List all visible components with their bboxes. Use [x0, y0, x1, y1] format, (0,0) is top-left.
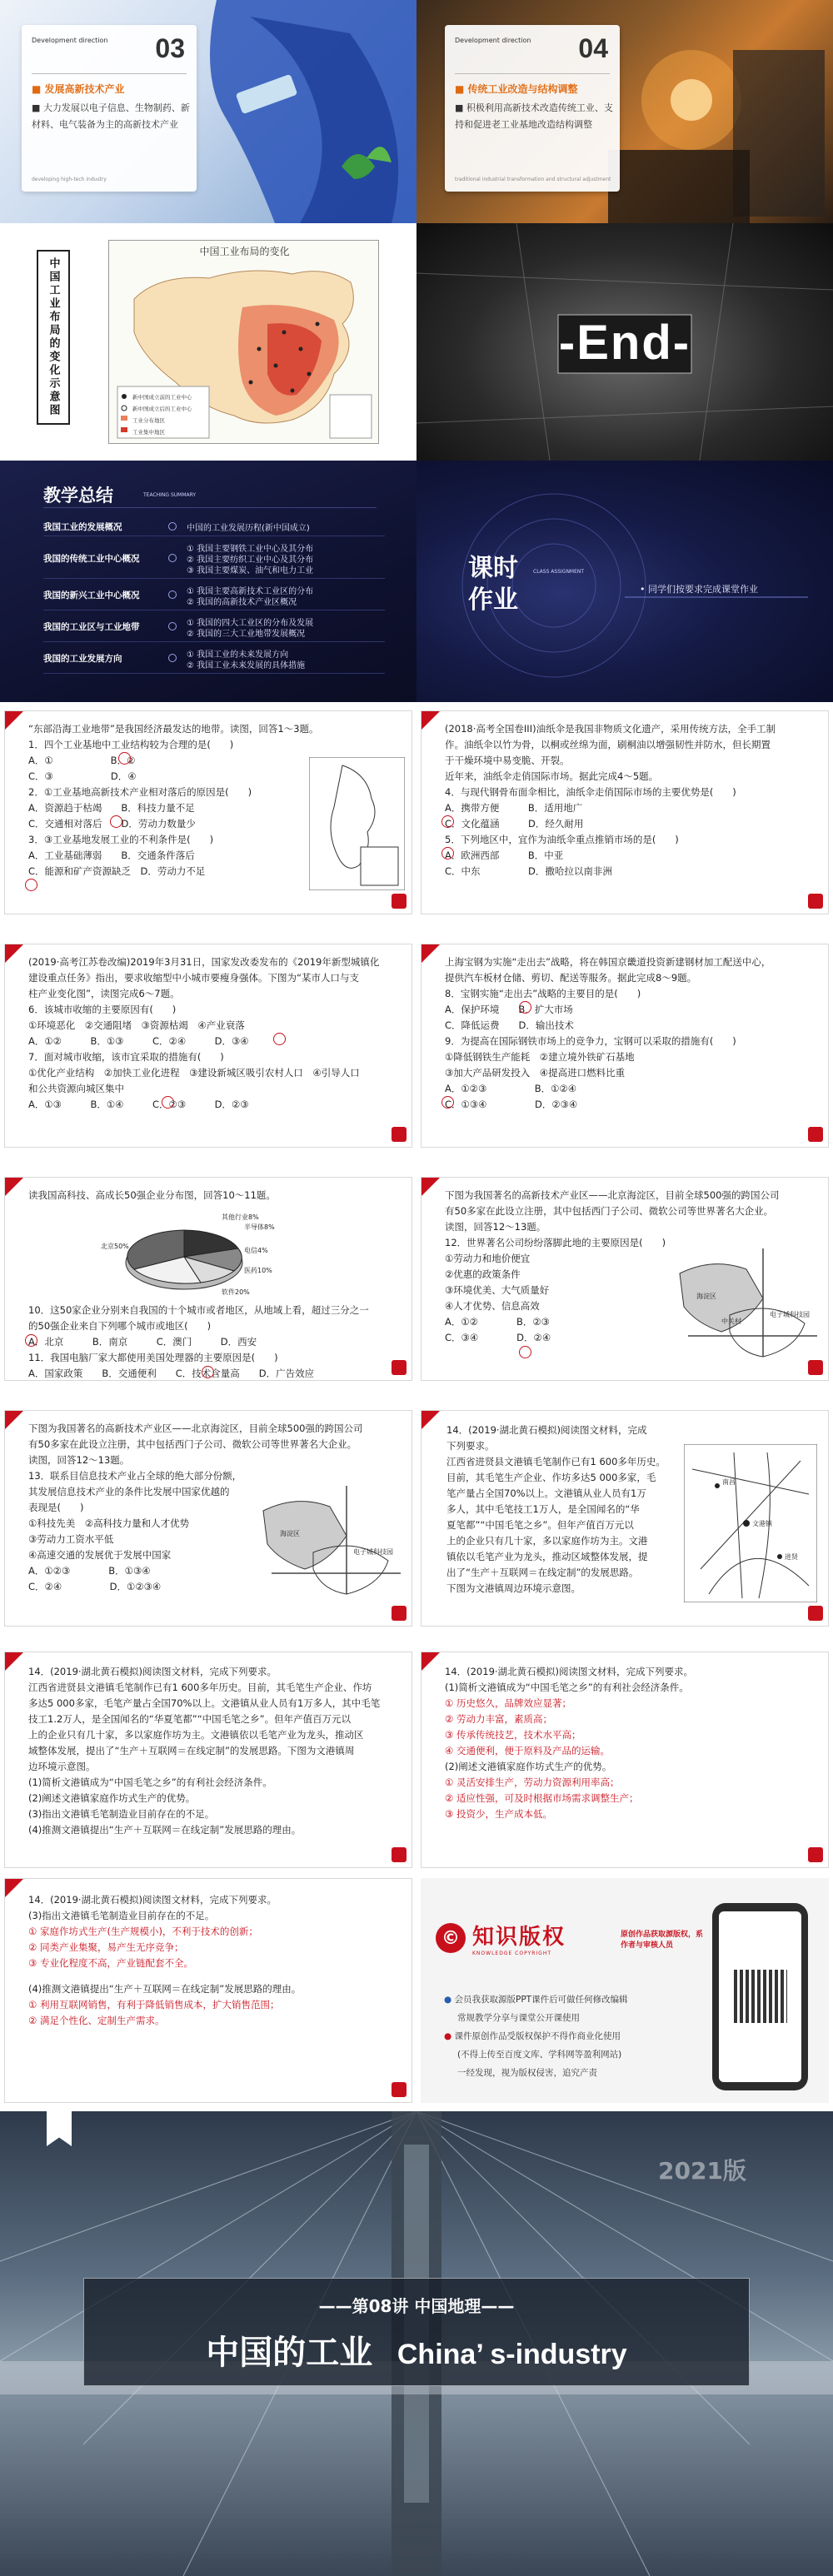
homework-title-2: 作业: [468, 585, 518, 615]
slide-teaching-summary: [0, 461, 416, 702]
question-line: ①优化产业结构 ②加快工业化进程 ③建设新城区吸引农村人口 ④引导人口: [28, 1067, 360, 1079]
card-footer: developing high-tech industry: [32, 177, 107, 182]
ppt-stamp-icon: [392, 1127, 407, 1142]
question-line: C．能源和矿产资源缺乏 D．劳动力不足: [28, 865, 206, 877]
question-line: 6．该城市收缩的主要原因有( ): [28, 1004, 177, 1015]
question-line: 上的企业只有几十家，多以家庭作坊为主。文港: [446, 1535, 648, 1547]
answer-mark: [202, 1366, 214, 1378]
wengang-map: [684, 1444, 817, 1602]
question-line: C．降低运费 D．输出技术: [445, 1019, 574, 1031]
question-line: 9．为提高在国际钢铁市场上的竞争力，宝钢可以采取的措施有( ): [445, 1035, 736, 1047]
summary-row-item: ② 我国主要纺织工业中心及其分布: [187, 556, 314, 565]
title-cn: 中国的工业: [206, 2334, 373, 2372]
question-line: 14．(2019·湖北黄石模拟)阅读图文材料，完成下列要求。: [28, 1666, 277, 1677]
industry-pie-chart: [101, 1211, 309, 1303]
question-text: [446, 1423, 666, 1597]
summary-row-icon: [168, 590, 177, 599]
question-line: 下图为我国著名的高新技术产业区——北京海淀区，目前全球500强的跨国公司: [28, 1423, 363, 1434]
legend-marker: [121, 427, 127, 432]
summary-row-icon: [168, 522, 177, 531]
copyright-item-text: (不得上传至百度文库、学科网等盈利网站): [457, 2050, 622, 2060]
homework-item: • 同学们按要求完成课堂作业: [640, 584, 758, 595]
map-label: 中关村: [721, 1318, 741, 1325]
divider: [43, 507, 377, 508]
summary-row-label: 我国工业的发展概况: [43, 521, 122, 532]
question-line: A．国家政策 B．交通便利 C．技术含量高 D．广告效应: [28, 1368, 315, 1379]
map-label: 电子城科技园: [770, 1311, 810, 1318]
haidian-map: [255, 1477, 405, 1602]
answer-mark: [441, 1096, 454, 1109]
legend-item: 新中国成立前的工业中心: [132, 394, 192, 401]
card-body-text: 大力发展以电子信息、生物制药、新材料、电气装备为主的高新技术产业: [32, 102, 190, 130]
card-title: ■ 发展高新技术产业: [32, 83, 125, 95]
summary-row-label: 我国的工业区与工业地带: [43, 622, 140, 632]
map-title: 中国工业布局的变化: [199, 246, 290, 257]
question-line: 作。油纸伞以竹为骨，以桐或丝绵为面，刷桐油以增强韧性并防水，但长期置: [445, 739, 771, 750]
question-line: 读图，回答12～13题。: [28, 1454, 130, 1466]
corner-flag: [5, 1879, 23, 1897]
corner-flag: [5, 711, 23, 730]
lecture-label: ——第08讲 中国地理——: [318, 2296, 515, 2316]
summary-row-icon: [168, 554, 177, 562]
question-line: 8．宝钢实施“走出去”战略的主要目的是( ): [445, 988, 641, 999]
summary-row-item: ① 我国工业的未来发展方向: [187, 650, 289, 660]
east-coast-map: [309, 757, 405, 890]
homework-item-text: 同学们按要求完成课堂作业: [648, 584, 758, 595]
ppt-stamp-icon: [808, 894, 823, 909]
summary-subtitle: TEACHING SUMMARY: [143, 492, 197, 498]
question-line: ④高速交通的发展优于发展中国家: [28, 1549, 172, 1561]
copyright-item: [444, 2027, 628, 2045]
answer-mark: [25, 1334, 37, 1347]
legend-marker: [121, 416, 127, 421]
slide-industry-map: [0, 223, 416, 461]
card-number: 04: [578, 33, 608, 63]
summary-row-label: 我国的工业发展方向: [43, 654, 122, 664]
question-text: [28, 1188, 276, 1203]
question-line: 读我国高科技、高成长50强企业分布图，回答10～11题。: [28, 1189, 276, 1201]
title-en: China’ s-industry: [397, 2339, 627, 2370]
question-line: 有50多家在此设立注册，其中包括西门子公司、微软公司等世界著名大企业。: [445, 1205, 774, 1217]
ppt-stamp-icon: [392, 1847, 407, 1862]
question-line: 有50多家在此设立注册，其中包括西门子公司、微软公司等世界著名大企业。: [28, 1438, 357, 1450]
question-line: (2019·高考江苏卷改编)2019年3月31日，国家发改委发布的《2019年新型城镇化: [28, 956, 380, 968]
answer-mark: [519, 1001, 531, 1014]
answer-line: ① 灵活安排生产，劳动力资源利用率高；: [445, 1776, 620, 1788]
answer-card-3-4: [4, 1878, 412, 2103]
question-line: ①降低钢铁生产能耗 ②建立境外铁矿石基地: [445, 1051, 635, 1063]
copyright-item: [444, 2009, 628, 2027]
question-line: (1)简析文港镇成为“中国毛笔之乡”的有利社会经济条件。: [28, 1776, 272, 1788]
question-line: 提供汽车板材仓储、剪切、配送等服务。据此完成8～9题。: [445, 972, 697, 984]
question-card-8-9: [421, 944, 829, 1148]
summary-row-item: ① 我国的四大工业区的分布及发展: [187, 619, 314, 628]
corner-flag: [5, 944, 23, 963]
question-line: 下列要求。: [446, 1440, 495, 1452]
question-card-6-7: [4, 944, 412, 1148]
card-body: ■ 积极利用高新技术改造传统工业、支持和促进老工业基地改造结构调整: [455, 102, 613, 130]
card-body: ■ 大力发展以电子信息、生物制药、新材料、电气装备为主的高新技术产业: [32, 102, 190, 130]
question-card-12: [421, 1177, 829, 1381]
question-text: [445, 1664, 693, 1822]
question-line: 表现是( ): [28, 1502, 84, 1513]
question-line: 和公共资源向城区集中: [28, 1083, 124, 1094]
answer-mark: [519, 1346, 531, 1358]
corner-flag: [421, 1411, 440, 1429]
question-line: 目前，其毛笔生产企业、作坊多达5 000多家，毛: [446, 1472, 656, 1483]
pie-label: 北京50%: [101, 1243, 129, 1250]
side-title: 中国工业布局的变化示意图: [47, 257, 60, 417]
ppt-stamp-icon: [392, 1606, 407, 1621]
copyright-slide: [421, 1878, 829, 2103]
copyright-item-text: 常规教学分享与课堂公开课使用: [457, 2013, 580, 2023]
question-line: 1．四个工业基地中工业结构较为合理的是( ): [28, 739, 234, 750]
question-line: A．北京 B．南京 C．澳门 D．西安: [28, 1336, 257, 1348]
question-line: ②优惠的政策条件: [445, 1268, 521, 1280]
question-text: [28, 1303, 369, 1381]
card-footer: traditional industrial transformation and structural adjustment: [455, 177, 611, 182]
spacer: [28, 1971, 301, 1981]
question-line: 笔产量占全国70%以上。文港镇从业人员有1万: [446, 1487, 646, 1499]
answer-mark: [441, 815, 454, 828]
answer-line: ① 利用互联网销售，有利于降低销售成本，扩大销售范围；: [28, 1999, 280, 2010]
corner-flag: [421, 1652, 440, 1671]
question-card-14-intro: [421, 1410, 829, 1627]
question-card-14-full: [4, 1652, 412, 1868]
answer-line: ③ 投资少，生产成本低。: [445, 1808, 552, 1820]
card-small-label: Development direction: [455, 37, 531, 44]
question-line: C．①③④ D．②③④: [445, 1099, 578, 1110]
question-line: A．保护环境 B．扩大市场: [445, 1004, 573, 1015]
answer-line: ① 家庭作坊式生产(生产规模小)，不利于技术的创新；: [28, 1926, 258, 1937]
question-line: 技工1.2万人，是全国闻名的“华夏笔都”“中国毛笔之乡”。但年产值百万元以: [28, 1713, 352, 1725]
map-label: 进贤: [785, 1553, 798, 1561]
summary-title: 教学总结: [43, 486, 113, 506]
question-line: 读图，回答12～13题。: [445, 1221, 546, 1233]
question-line: 11．我国电脑厂家大都使用美国处理器的主要原因是( ): [28, 1352, 278, 1363]
question-line: 3．③工业基地发展工业的不利条件是( ): [28, 834, 214, 845]
copyright-item-text: 会员我获取源版PPT课件后可做任何修改编辑: [454, 1995, 628, 2005]
side-red-note: 原创作品获取源版权，系作者与审核人员: [621, 1931, 704, 1950]
question-card-1-3: [4, 710, 412, 914]
question-line: 10．这50家企业分别来自我国的十个城市或者地区，从地域上看，超过三分之一: [28, 1304, 369, 1316]
corner-flag: [5, 1411, 23, 1429]
copyright-list: [444, 1991, 628, 2082]
card-number: 03: [155, 33, 185, 63]
answer-line: ④ 交通便利，便于原料及产品的运输。: [445, 1745, 610, 1756]
question-line: 13．联系目信息技术产业占全球的绝大部分份额，: [28, 1470, 242, 1482]
question-line: 4．与现代钢骨布面伞相比，油纸伞走俏国际市场的主要优势是( ): [445, 786, 736, 798]
corner-flag: [421, 711, 440, 730]
cover-title: [0, 2326, 833, 2374]
question-line: C．③ D．④: [28, 770, 137, 782]
copyright-item: [444, 2064, 628, 2082]
question-line: (2)阐述文港镇家庭作坊式生产的优势。: [445, 1761, 612, 1772]
legend-marker: [122, 394, 127, 399]
question-line: 上的企业只有几十家，多以家庭作坊为主。文港镇依以毛笔产业为龙头，推动区: [28, 1729, 364, 1741]
question-line: 其发展信息技术产业的条件比发展中国家优越的: [28, 1486, 230, 1497]
question-line: ③劳动力工资水平低: [28, 1533, 114, 1545]
question-line: A．欧洲西部 B．中亚: [445, 850, 564, 861]
legend-item: 工业分布地区: [132, 417, 165, 424]
homework-title-1: 课时: [468, 554, 518, 583]
question-line: ①环境恶化 ②交通阻堵 ③资源枯竭 ④产业衰落: [28, 1019, 245, 1031]
corner-flag: [5, 1178, 23, 1196]
question-text: [28, 954, 379, 1113]
question-line: (3)指出文港镇毛笔制造业目前存在的不足。: [28, 1808, 215, 1820]
question-line: 出了“生产＋互联网＝在线定制”的发展思路。: [446, 1567, 639, 1578]
answer-line: ③ 专业化程度不高，产业链配套不全。: [28, 1957, 193, 1969]
pie-label: 软件20%: [222, 1288, 250, 1296]
card-small-label: Development direction: [32, 37, 108, 44]
answer-line: ② 同类产业集聚，易产生无序竞争；: [28, 1941, 184, 1953]
copyright-logo: [436, 1920, 566, 1956]
question-line: 域整体发展，提出了“生产＋互联网＝在线定制”的发展思路。下图为文港镇周: [28, 1745, 355, 1756]
copyright-item: [444, 2045, 628, 2064]
summary-row: [43, 536, 385, 579]
question-line: ③环境优美、大气质量好: [445, 1284, 550, 1296]
question-line: 多达5 000多家，毛笔产量占全国70%以上。文港镇从业人员有1万多人，其中毛笔: [28, 1697, 381, 1709]
summary-row-label: 我国的新兴工业中心概况: [43, 590, 140, 600]
question-line: 2．①工业基地高新技术产业相对落后的原因是( ): [28, 786, 252, 798]
china-map: [108, 240, 379, 444]
question-line: A．①②③ B．①③④: [28, 1565, 151, 1577]
map-label: 海淀区: [696, 1293, 716, 1300]
slide-end: [416, 223, 833, 461]
edition-year: 2021版: [658, 2157, 746, 2185]
answer-mark: [441, 847, 454, 859]
question-line: 下图为文港镇周边环境示意图。: [446, 1582, 581, 1594]
copyright-item: [444, 1991, 628, 2009]
answer-mark: [25, 879, 37, 891]
user-icon: ●: [444, 1995, 452, 2005]
question-line: 边环境示意图。: [28, 1761, 96, 1772]
pie-label: 医药10%: [244, 1267, 272, 1274]
question-line: 镇依以毛笔产业为龙头，推动区域整体发展，提: [446, 1551, 648, 1562]
question-line: 14．(2019·湖北黄石模拟)阅读图文材料，完成下列要求。: [445, 1666, 694, 1677]
question-line: C．文化蕴涵 D．经久耐用: [445, 818, 584, 830]
question-line: 下图为我国著名的高新技术产业区——北京海淀区，目前全球500强的跨国公司: [445, 1189, 780, 1201]
question-line: C．③④ D．②④: [445, 1332, 551, 1343]
question-line: 多人，其中毛笔技工1万人，是全国闻名的“华: [446, 1503, 640, 1515]
summary-row: [43, 642, 385, 674]
question-line: A．①②③ B．①②④: [445, 1083, 577, 1094]
answer-mark: [162, 1096, 174, 1109]
shield-icon: ●: [444, 2031, 452, 2041]
summary-row-icon: [168, 622, 177, 630]
qr-code-icon: [734, 1970, 787, 2023]
cover-slide: [0, 2111, 833, 2576]
haidian-map: [671, 1240, 821, 1365]
question-card-10-11: [4, 1177, 412, 1381]
pie-label: 半导体8%: [244, 1223, 275, 1231]
summary-row-item: 中国的工业发展历程(新中国成立): [187, 524, 310, 533]
map-label: 电子城科技园: [353, 1548, 393, 1556]
answer-mark: [110, 815, 122, 828]
summary-row-item: ② 我国的高新技术产业区概况: [187, 598, 297, 607]
pie-label: 电信4%: [244, 1247, 268, 1254]
logo-text: 知识版权: [472, 1925, 566, 1950]
question-line: A．工业基础薄弱 B．交通条件落后: [28, 850, 195, 861]
summary-row-item: ② 我国工业未来发展的具体措施: [187, 661, 306, 670]
question-line: A．携带方便 B．适用地广: [445, 802, 583, 814]
answer-line: ② 适应性强，可及时根据市场需求调整生产；: [445, 1792, 639, 1804]
question-line: 夏笔都”“中国毛笔之乡”。但年产值百万元以: [446, 1519, 634, 1531]
map-label: 南昌: [722, 1478, 736, 1486]
info-card: [22, 25, 197, 192]
question-line: 5．下列地区中，宜作为油纸伞重点推销市场的是( ): [445, 834, 679, 845]
question-line: A．①② B．②③: [445, 1316, 550, 1328]
ppt-stamp-icon: [808, 1606, 823, 1621]
summary-row-item: ① 我国主要钢铁工业中心及其分布: [187, 545, 314, 554]
question-line: (2018·高考全国卷III)油纸伞是我国非物质文化遗产，采用传统方法，全手工制: [445, 723, 776, 735]
question-line: A．①③ B．①④ C．②③ D．②③: [28, 1099, 249, 1110]
question-line: ①科技先美 ②高科技力量和人才优势: [28, 1517, 190, 1529]
summary-row-item: ① 我国主要高新技术工业区的分布: [187, 587, 314, 596]
question-line: 7．面对城市收缩，该市宜采取的措施有( ): [28, 1051, 224, 1063]
legend-item: 工业集中地区: [132, 429, 165, 436]
slide-development-04: [416, 0, 833, 223]
summary-row-item: ② 我国的三大工业地带发展概况: [187, 630, 306, 639]
question-text: [28, 1892, 301, 2029]
answer-mark: [273, 1033, 286, 1045]
answer-line: ③ 传承传统技艺，技术水平高；: [445, 1729, 581, 1741]
corner-flag: [421, 1178, 440, 1196]
side-title-box: [37, 250, 70, 425]
copyright-c-icon: ©: [436, 1923, 466, 1953]
question-line: 建设重点任务》指出，要求收缩型中小城市要瘦身强体。下图为“某市人口与支: [28, 972, 359, 984]
ppt-stamp-icon: [392, 2082, 407, 2097]
card-title: ■ 传统工业改造与结构调整: [455, 83, 578, 95]
question-line: 近年来，油纸伞走俏国际市场。据此完成4～5题。: [445, 770, 659, 782]
ppt-stamp-icon: [808, 1127, 823, 1142]
question-line: 14．(2019·湖北黄石模拟)阅读图文材料，完成: [446, 1424, 647, 1436]
legend-item: 新中国成立后的工业中心: [132, 406, 192, 412]
map-label: 文港镇: [752, 1520, 772, 1527]
answer-card-1-2: [421, 1652, 829, 1868]
ppt-stamp-icon: [392, 1360, 407, 1375]
ppt-stamp-icon: [808, 1360, 823, 1375]
phone-mockup: [712, 1903, 808, 2090]
question-line: (1)简析文港镇成为“中国毛笔之乡”的有利社会经济条件。: [445, 1682, 689, 1693]
copyright-item-text: 课件原创作品受版权保护不得作商业化使用: [454, 2031, 621, 2041]
summary-row-icon: [168, 654, 177, 662]
question-line: 柱产业变化图”，读图完成6～7题。: [28, 988, 180, 999]
card-divider: [32, 73, 187, 74]
pie-label: 其他行业8%: [222, 1213, 259, 1221]
summary-row-label: 我国的传统工业中心概况: [43, 553, 140, 564]
question-text: [28, 1664, 380, 1838]
slide-class-assignment: [416, 461, 833, 702]
question-card-13: [4, 1410, 412, 1627]
question-line: (4)推测文港镇提出“生产＋互联网＝在线定制”发展思路的理由。: [28, 1983, 302, 1995]
map-legend: [132, 391, 192, 438]
card-body-text: 积极利用高新技术改造传统工业、支持和促进老工业基地改造结构调整: [455, 102, 613, 130]
question-line: 上海宝钢为实施“走出去”战略，将在韩国京畿道投资新建钢材加工配送中心，: [445, 956, 771, 968]
copyright-item-text: 一经发现，视为版权侵害，追究产责: [457, 2068, 597, 2078]
question-line: 的50强企业来自下列哪个城市或地区( ): [28, 1320, 212, 1332]
lecture-text: 第08讲 中国地理: [352, 2296, 481, 2316]
question-line: 江西省进贤县文港镇毛笔制作已有1 600多年历史。目前，其毛笔生产企业、作坊: [28, 1682, 372, 1693]
corner-flag: [5, 1652, 23, 1671]
card-divider: [455, 73, 610, 74]
question-line: 于干燥环境中易变脆、开裂。: [445, 755, 570, 766]
question-line: C．②④ D．①②③④: [28, 1581, 162, 1592]
question-text: [445, 954, 771, 1113]
question-line: 12．世界著名公司纷纷落脚此地的主要原因是( ): [445, 1237, 666, 1248]
question-line: C．中东 D．撒哈拉以南非洲: [445, 865, 612, 877]
answer-mark: [118, 752, 131, 765]
summary-row: [43, 516, 385, 536]
question-line: ①劳动力和地价便宜: [445, 1253, 531, 1264]
map-label: 海淀区: [280, 1530, 300, 1537]
logo-sub: KNOWLEDGE COPYRIGHT: [472, 1951, 552, 1956]
corner-flag: [421, 944, 440, 963]
info-card: [445, 25, 620, 192]
question-line: C．交通相对落后 D．劳动力数量少: [28, 818, 196, 830]
question-line: ④人才优势、信息高效: [445, 1300, 540, 1312]
question-line: ③加大产品研发投入 ④提高进口燃料比重: [445, 1067, 626, 1079]
slide-development-03: [0, 0, 416, 223]
end-text: -End-: [558, 316, 691, 370]
question-line: (3)指出文港镇毛笔制造业目前存在的不足。: [28, 1910, 215, 1921]
ppt-stamp-icon: [808, 1847, 823, 1862]
question-text: [445, 721, 776, 879]
homework-subtitle: CLASS ASSIGNMENT: [533, 569, 585, 575]
answer-line: ② 劳动力丰富，素质高；: [445, 1713, 552, 1725]
ppt-stamp-icon: [392, 894, 407, 909]
question-text: [28, 721, 319, 879]
question-line: (4)推测文港镇提出“生产＋互联网＝在线定制”发展思路的理由。: [28, 1824, 302, 1836]
card-title-text: 传统工业改造与结构调整: [467, 83, 578, 95]
summary-row: [43, 579, 385, 610]
question-line: 江西省进贤县文港镇毛笔制作已有1 600多年历史。: [446, 1456, 666, 1467]
question-line: 14．(2019·湖北黄石模拟)阅读图文材料，完成下列要求。: [28, 1894, 277, 1906]
question-card-4-5: [421, 710, 829, 914]
answer-line: ② 满足个性化、定制生产需求。: [28, 2015, 165, 2026]
summary-row-item: ③ 我国主要煤炭、油气和电力工业: [187, 566, 314, 575]
question-line: A．①② B．①③ C．②④ D．③④: [28, 1035, 249, 1047]
question-line: A．① B．②: [28, 755, 136, 766]
question-line: A．资源趋于枯竭 B．科技力量不足: [28, 802, 195, 814]
card-title-text: 发展高新技术产业: [44, 83, 125, 95]
question-line: (2)阐述文港镇家庭作坊式生产的优势。: [28, 1792, 196, 1804]
question-line: “东部沿海工业地带”是我国经济最发达的地带。读图，回答1～3题。: [28, 723, 319, 735]
summary-row: [43, 610, 385, 642]
answer-line: ① 历史悠久，品牌效应显著；: [445, 1697, 571, 1709]
